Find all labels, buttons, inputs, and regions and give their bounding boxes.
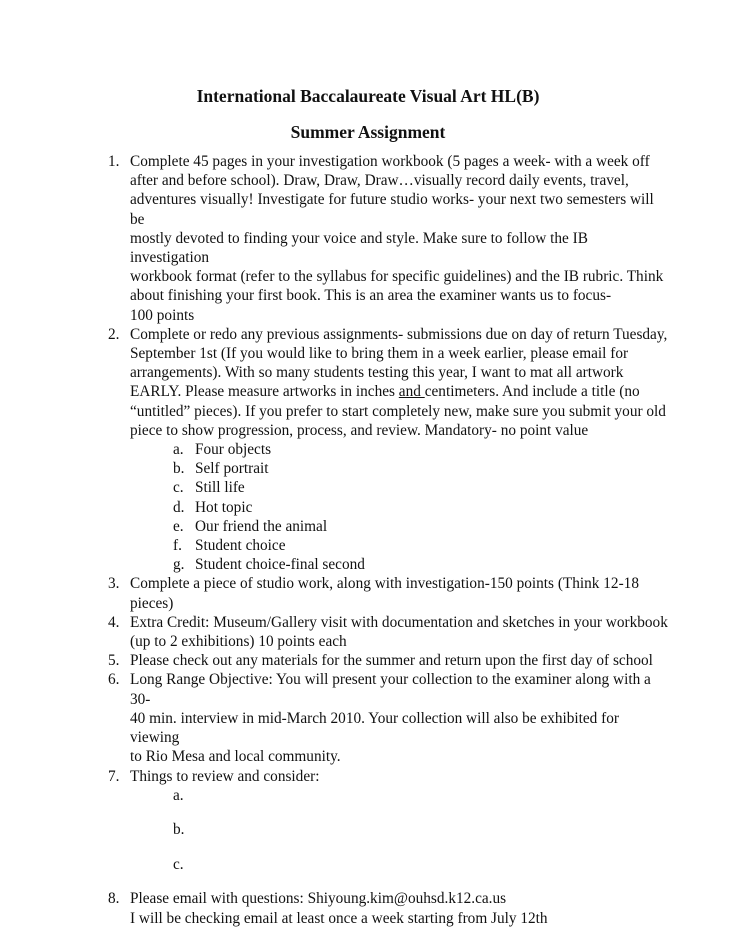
sub-text: Hot topic (195, 498, 253, 516)
list-item (108, 651, 668, 670)
item-line: mostly devoted to finding your voice and style. Make sure to follow the IB investigation (130, 229, 588, 267)
item-line: Complete or redo any previous assignments- submissions due on day of return Tuesday, (130, 325, 668, 343)
item-line: September 1st (If you would like to bring them in a week earlier, please email for (130, 345, 629, 363)
item-line: pieces) (130, 594, 174, 612)
sub-text: Still life (195, 479, 245, 497)
item-line: adventures visually! Investigate for future studio works- your next two semesters will be (130, 191, 654, 228)
sub-letter: b. (173, 460, 185, 478)
list-item (108, 889, 668, 927)
list-item (108, 613, 668, 651)
underlined-word: and (398, 383, 425, 401)
document-subtitle: Summer Assignment (290, 122, 446, 142)
sub-text: Student choice (195, 537, 286, 555)
item-line: 100 points (130, 306, 195, 324)
sub-text: Four objects (195, 441, 272, 459)
sub-item (130, 478, 668, 497)
sub-letter: a. (173, 786, 184, 804)
item-line: Please email with questions: Shiyoung.kim@ouhsd.k12.ca.us (130, 890, 507, 908)
assignment-list (108, 152, 668, 928)
item-number: 5. (108, 652, 120, 670)
document-title: International Baccalaureate Visual Art HL(B) (196, 86, 540, 106)
item-number: 6. (108, 671, 120, 689)
sub-item (130, 440, 668, 459)
item-number: 8. (108, 890, 120, 908)
sub-item (130, 498, 668, 517)
sub-item (130, 820, 668, 855)
line-text: EARLY. Please measure artworks in inches (130, 383, 399, 401)
item-line: I will be checking email at least once a week starting from July 12th (130, 909, 548, 927)
item-line: about finishing your first book. This is an area the examiner wants us to focus- (130, 287, 612, 305)
item-line: “untitled” pieces). If you prefer to start completely new, make sure you submit your old (130, 402, 666, 420)
sub-letter: e. (173, 517, 184, 535)
item-line: Complete a piece of studio work, along with investigation-150 points (Think 12-18 (130, 575, 639, 593)
item-line: 40 min. interview in mid-March 2010. Your collection will also be exhibited for viewing (130, 709, 619, 747)
item-line: Please check out any materials for the summer and return upon the first day of school (130, 652, 653, 670)
item-line: Complete 45 pages in your investigation workbook (5 pages a week- with a week off (130, 153, 650, 170)
item-line: to Rio Mesa and local community. (130, 748, 341, 766)
sub-item (130, 786, 668, 821)
item-line (130, 382, 668, 401)
item-number: 7. (108, 767, 120, 785)
item-number: 4. (108, 613, 120, 631)
sub-text: Our friend the animal (195, 517, 328, 535)
sub-item (130, 536, 668, 555)
item-number: 2. (108, 325, 120, 343)
list-item (108, 152, 668, 325)
item-line: Long Range Objective: You will present your collection to the examiner along with a 30- (130, 671, 651, 708)
line-text: centimeters. And include a title (no (424, 383, 640, 401)
list-item (108, 574, 668, 612)
sub-text: Student choice-final second (195, 556, 365, 574)
item-line: Extra Credit: Museum/Gallery visit with documentation and sketches in your workbook (130, 613, 668, 631)
item-line: after and before school). Draw, Draw, Draw…visually record daily events, travel, (130, 172, 629, 190)
sub-letter: c. (173, 479, 184, 497)
item-number: 3. (108, 575, 120, 593)
sub-text: Self portrait (195, 460, 269, 478)
sub-item (130, 855, 668, 890)
sub-letter: f. (173, 537, 182, 555)
list-item (108, 670, 668, 766)
item-line: piece to show progression, process, and review. Mandatory- no point value (130, 421, 589, 439)
sub-letter: b. (173, 821, 185, 839)
list-item (108, 767, 668, 890)
sub-letter: d. (173, 498, 185, 516)
item-number: 1. (108, 153, 120, 170)
item-line: arrangements). With so many students testing this year, I want to mat all artwork (130, 364, 624, 382)
item-line: workbook format (refer to the syllabus for specific guidelines) and the IB rubric. Think (130, 268, 664, 286)
sub-item (130, 459, 668, 478)
sub-item (130, 555, 668, 574)
sub-letter: a. (173, 441, 184, 459)
sub-item (130, 517, 668, 536)
sub-letter: g. (173, 556, 185, 574)
item-line: Things to review and consider: (130, 767, 320, 785)
item-line: (up to 2 exhibitions) 10 points each (130, 633, 347, 651)
list-item (108, 325, 668, 575)
sub-letter: c. (173, 855, 184, 873)
